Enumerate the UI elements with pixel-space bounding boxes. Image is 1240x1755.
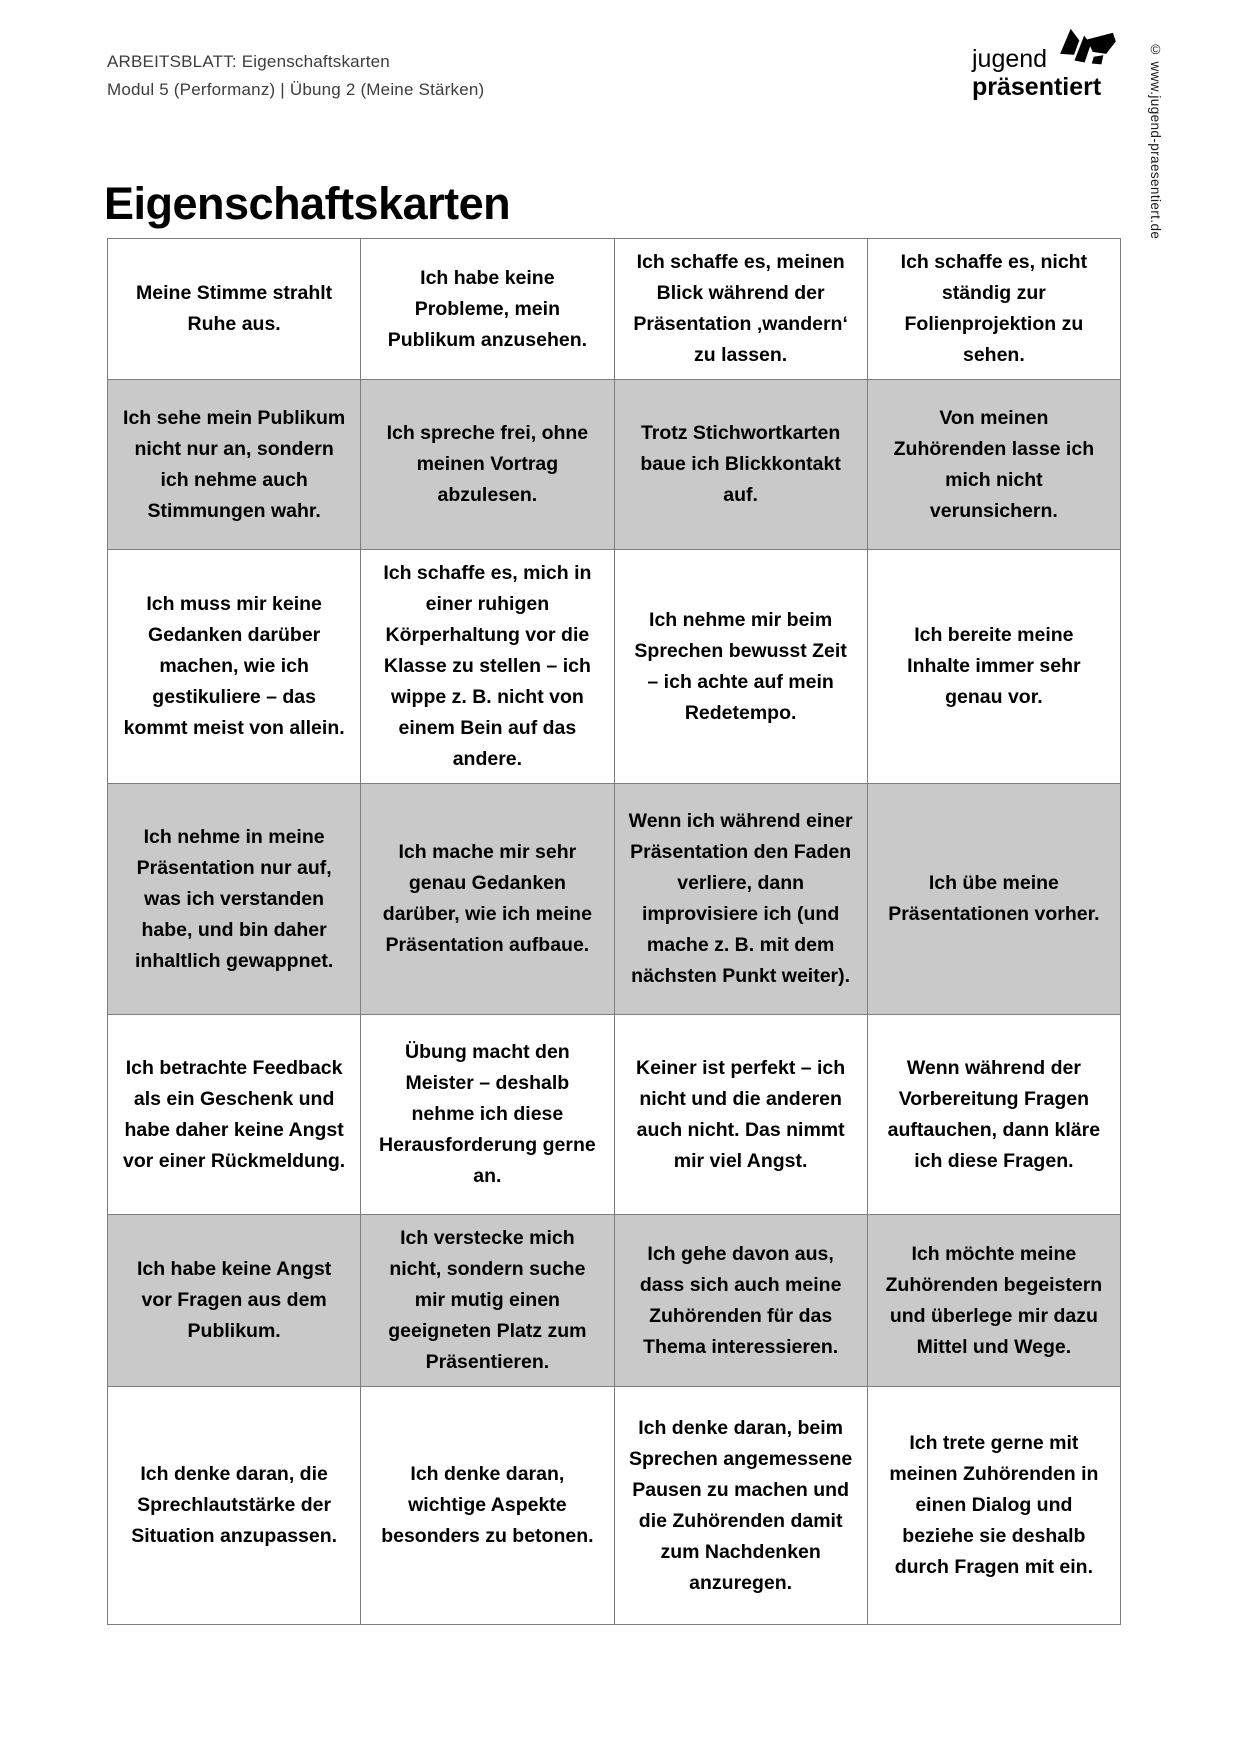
property-card-cell: Ich nehme mir beim Sprechen bewusst Zeit – ich achte auf mein Redetempo. bbox=[614, 550, 867, 784]
property-card-cell: Ich betrachte Feedback als ein Geschenk und habe daher keine Angst vor einer Rückmeldung. bbox=[108, 1015, 361, 1215]
property-card-cell: Ich gehe davon aus, dass sich auch meine Zuhörenden für das Thema interessieren. bbox=[614, 1215, 867, 1387]
property-card-cell: Trotz Stichwortkarten baue ich Blickkontakt auf. bbox=[614, 380, 867, 550]
table-row bbox=[108, 1215, 1121, 1387]
property-card-cell: Ich trete gerne mit meinen Zuhörenden in einen Dialog und beziehe sie deshalb durch Fragen mit ein. bbox=[867, 1387, 1120, 1625]
worksheet-label: ARBEITSBLATT: Eigenschaftskarten bbox=[107, 52, 390, 71]
property-card-cell: Wenn während der Vorbereitung Fragen auftauchen, dann kläre ich diese Fragen. bbox=[867, 1015, 1120, 1215]
copyright-url-vertical: © www.jugend-praesentiert.de bbox=[1148, 42, 1163, 240]
property-card-cell: Ich habe keine Probleme, mein Publikum anzusehen. bbox=[361, 239, 614, 380]
property-card-cell: Ich schaffe es, nicht ständig zur Folienprojektion zu sehen. bbox=[867, 239, 1120, 380]
table-row bbox=[108, 550, 1121, 784]
property-card-cell: Ich denke daran, die Sprechlautstärke der Situation anzupassen. bbox=[108, 1387, 361, 1625]
property-card-cell: Ich muss mir keine Gedanken darüber machen, wie ich gestikuliere – das kommt meist von allein. bbox=[108, 550, 361, 784]
property-cards-table bbox=[107, 238, 1121, 1625]
table-row bbox=[108, 1387, 1121, 1625]
property-card-cell: Ich spreche frei, ohne meinen Vortrag abzulesen. bbox=[361, 380, 614, 550]
property-card-cell: Ich möchte meine Zuhörenden begeistern und überlege mir dazu Mittel und Wege. bbox=[867, 1215, 1120, 1387]
brand-logo bbox=[972, 30, 1142, 100]
table-row bbox=[108, 1015, 1121, 1215]
table-row bbox=[108, 380, 1121, 550]
property-card-cell: Ich schaffe es, meinen Blick während der Präsentation ‚wandern‘ zu lassen. bbox=[614, 239, 867, 380]
property-card-cell: Ich habe keine Angst vor Fragen aus dem Publikum. bbox=[108, 1215, 361, 1387]
worksheet-header bbox=[107, 48, 484, 104]
cards-table-body bbox=[108, 239, 1121, 1625]
property-card-cell: Keiner ist perfekt – ich nicht und die anderen auch nicht. Das nimmt mir viel Angst. bbox=[614, 1015, 867, 1215]
table-row bbox=[108, 239, 1121, 380]
property-card-cell: Übung macht den Meister – deshalb nehme ich diese Herausforderung gerne an. bbox=[361, 1015, 614, 1215]
property-card-cell: Von meinen Zuhörenden lasse ich mich nicht verunsichern. bbox=[867, 380, 1120, 550]
property-card-cell: Ich denke daran, wichtige Aspekte besonders zu betonen. bbox=[361, 1387, 614, 1625]
property-card-cell: Meine Stimme strahlt Ruhe aus. bbox=[108, 239, 361, 380]
module-label: Modul 5 (Performanz) | Übung 2 (Meine Stärken) bbox=[107, 80, 485, 99]
property-card-cell: Ich sehe mein Publikum nicht nur an, sondern ich nehme auch Stimmungen wahr. bbox=[108, 380, 361, 550]
logo-word-jugend: jugend bbox=[972, 45, 1048, 73]
page-title: Eigenschaftskarten bbox=[104, 178, 511, 230]
jugend-praesentiert-logo-icon bbox=[1055, 26, 1119, 74]
property-card-cell: Ich übe meine Präsentationen vorher. bbox=[867, 784, 1120, 1015]
property-card-cell: Ich verstecke mich nicht, sondern suche mir mutig einen geeigneten Platz zum Präsentieren. bbox=[361, 1215, 614, 1387]
property-card-cell: Ich nehme in meine Präsentation nur auf, was ich verstanden habe, und bin daher inhaltlich gewappnet. bbox=[108, 784, 361, 1015]
property-card-cell: Ich schaffe es, mich in einer ruhigen Körperhaltung vor die Klasse zu stellen – ich wippe z. B. nicht von einem Bein auf das andere. bbox=[361, 550, 614, 784]
logo-word-praesentiert: präsentiert bbox=[972, 73, 1102, 101]
property-card-cell: Wenn ich während einer Präsentation den Faden verliere, dann improvisiere ich (und mache z. B. mit dem nächsten Punkt weiter). bbox=[614, 784, 867, 1015]
property-card-cell: Ich denke daran, beim Sprechen angemessene Pausen zu machen und die Zuhörenden damit zum Nachdenken anzuregen. bbox=[614, 1387, 867, 1625]
property-card-cell: Ich mache mir sehr genau Gedanken darüber, wie ich meine Präsentation aufbaue. bbox=[361, 784, 614, 1015]
table-row bbox=[108, 784, 1121, 1015]
property-card-cell: Ich bereite meine Inhalte immer sehr genau vor. bbox=[867, 550, 1120, 784]
